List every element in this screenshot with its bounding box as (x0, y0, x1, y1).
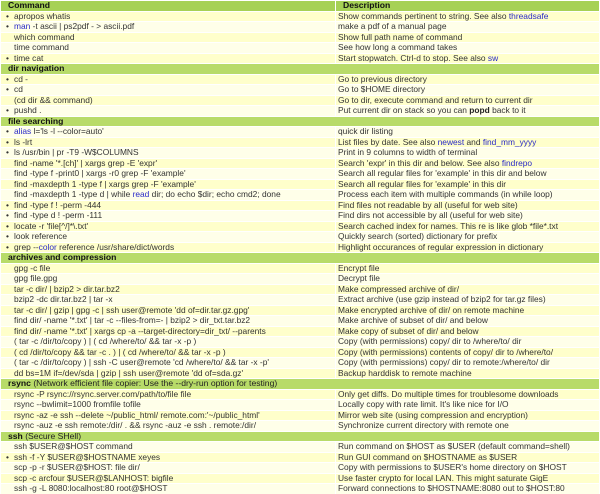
column-header-command: Command (1, 1, 335, 11)
table-row (1, 148, 599, 158)
description-cell: See how long a command takes (336, 43, 599, 53)
table-row (1, 442, 599, 452)
section-title: file searching (8, 116, 64, 126)
link-color[interactable]: color (38, 242, 57, 252)
command-cell: gpg -c file (1, 264, 335, 274)
table-row (1, 421, 599, 431)
description-cell: Mirror web site (using compression and encryption) (336, 411, 599, 421)
bullet-icon: • (6, 452, 9, 462)
section-subtitle: (Network efficient file copier: Use the --dry-run option for testing) (30, 379, 278, 388)
command-cell: • look reference (1, 232, 335, 242)
table-row (1, 369, 599, 379)
description-cell: Make copy of subset of dir/ and below (336, 327, 599, 337)
section-header-row (1, 253, 599, 263)
bullet-icon: • (6, 85, 9, 94)
command-cell: bzip2 -dc dir.tar.bz2 | tar -x (1, 295, 335, 305)
bullet-icon: • (6, 232, 9, 241)
link-sw[interactable]: sw (487, 53, 499, 63)
link-alias[interactable]: alias (14, 127, 32, 136)
command-cell: which command (1, 33, 335, 43)
table-row (1, 306, 599, 316)
command-cell: ssh -g -L 8080:localhost:80 root@$HOST (1, 484, 335, 494)
description-cell: Make archive of subset of dir/ and below (336, 316, 599, 326)
bold-text: popd (469, 106, 490, 115)
link-man[interactable]: man (14, 22, 31, 31)
description-cell: Backup harddisk to remote machine (336, 369, 599, 379)
command-cell: • grep --color reference /usr/share/dict/words (1, 243, 335, 253)
command-cell: find -name '*.[ch]' | xargs grep -E 'expr' (1, 159, 335, 169)
command-cell: • find -type d ! -perm -111 (1, 211, 335, 221)
command-cell: • apropos whatis (1, 12, 335, 22)
table-row (1, 190, 599, 200)
command-cell: ( tar -c /dir/to/copy ) | ssh -C user@remote 'cd /where/to/ && tar -x -p' (1, 358, 335, 368)
table-row (1, 201, 599, 211)
description-cell: Run GUI command on $HOSTNAME as $USER (336, 453, 599, 463)
description-cell: List files by date. See also newest and find_mm_yyyy (336, 138, 599, 148)
table-row (1, 295, 599, 305)
table-row (1, 358, 599, 368)
command-cell: gpg file.gpg (1, 274, 335, 284)
bullet-icon: • (6, 200, 9, 210)
section-header-rsync (1, 379, 599, 389)
description-cell: Go to dir, execute command and return to current dir (336, 96, 599, 106)
description-cell: Make compressed archive of dir/ (336, 285, 599, 295)
table-row (1, 169, 599, 179)
link-findrepo[interactable]: findrepo (501, 158, 533, 168)
description-cell: Forward connections to $HOSTNAME:8080 out to $HOST:80 (336, 484, 599, 494)
description-cell: Search all regular files for 'example' in this dir and below (336, 169, 599, 179)
link-read[interactable]: read (132, 190, 150, 199)
table-row (1, 316, 599, 326)
table-row (1, 453, 599, 463)
description-cell: make a pdf of a manual page (336, 22, 599, 32)
bullet-icon: • (6, 74, 9, 84)
command-cell: rsync -az -e ssh --delete ~/public_html/ remote.com:'~/public_html' (1, 411, 335, 421)
command-cell: • locate -r 'file[^/]*\.txt' (1, 222, 335, 232)
description-cell: Make encrypted archive of dir/ on remote machine (336, 306, 599, 316)
command-cell: • ssh -f -Y $USER@$HOSTNAME xeyes (1, 453, 335, 463)
description-cell: Run command on $HOST as $USER (default command=shell) (336, 442, 599, 452)
bullet-icon: • (6, 242, 9, 252)
command-cell: (cd dir && command) (1, 96, 335, 106)
table-row (1, 138, 599, 148)
table-row (1, 232, 599, 242)
table-row (1, 390, 599, 400)
column-header-description: Description (336, 1, 599, 11)
command-cell: ( tar -c /dir/to/copy ) | ( cd /where/to/ && tar -x -p ) (1, 337, 335, 347)
description-cell: Use faster crypto for local LAN. This might saturate GigE (336, 474, 599, 484)
description-cell: Highlight occurances of regular expression in dictionary (336, 243, 599, 253)
description-cell: Search 'expr' in this dir and below. See also findrepo (336, 159, 599, 169)
table-row (1, 348, 599, 358)
table-row (1, 211, 599, 221)
command-cell: dd bs=1M if=/dev/sda | gzip | ssh user@remote 'dd of=sda.gz' (1, 369, 335, 379)
description-cell: Show commands pertinent to string. See also threadsafe (336, 12, 599, 22)
table-row (1, 243, 599, 253)
table-row (1, 337, 599, 347)
section-header-file-searching (1, 117, 599, 127)
description-cell: quick dir listing (336, 127, 599, 137)
table-row (1, 463, 599, 473)
table-row (1, 22, 599, 32)
command-cell: • cd - (1, 75, 335, 85)
command-cell: rsync -auz -e ssh remote:/dir/ . && rsync -auz -e ssh . remote:/dir/ (1, 421, 335, 431)
table-row (1, 222, 599, 232)
description-cell: Put current dir on stack so you can popd back to it (336, 106, 599, 116)
command-cell: • ls -lrt (1, 138, 335, 148)
description-cell: Search all regular files for 'example' in this dir (336, 180, 599, 190)
description-cell: Show full path name of command (336, 33, 599, 43)
description-cell: Start stopwatch. Ctrl-d to stop. See also sw (336, 54, 599, 64)
command-cell: find -type f -print0 | xargs -r0 grep -F 'example' (1, 169, 335, 179)
table-row (1, 484, 599, 494)
table-row (1, 43, 599, 53)
command-cell: find -maxdepth 1 -type d | while read dir; do echo $dir; echo cmd2; done (1, 190, 335, 200)
command-cell: ssh $USER@$HOST command (1, 442, 335, 452)
description-cell: Copy (with permissions) contents of copy/ dir to /where/to/ (336, 348, 599, 358)
bullet-icon: • (6, 53, 9, 63)
table-row (1, 54, 599, 64)
table-row (1, 127, 599, 137)
table-row (1, 274, 599, 284)
command-cell: • find -type f ! -perm -444 (1, 201, 335, 211)
section-header-ssh (1, 432, 599, 442)
table-row (1, 106, 599, 116)
table-row (1, 285, 599, 295)
command-cell: ( cd /dir/to/copy && tar -c . ) | ( cd /where/to/ && tar -x -p ) (1, 348, 335, 358)
table-row (1, 474, 599, 484)
table-row (1, 159, 599, 169)
table-row (1, 180, 599, 190)
command-cell: tar -c dir/ | bzip2 > dir.tar.bz2 (1, 285, 335, 295)
description-cell: Quickly search (sorted) dictionary for prefix (336, 232, 599, 242)
section-header-row (1, 117, 599, 127)
table-row (1, 96, 599, 106)
table-row (1, 264, 599, 274)
description-cell: Synchronize current directory with remote one (336, 421, 599, 431)
section-title: ssh (8, 431, 23, 441)
bullet-icon: • (6, 106, 9, 115)
section-header-dir-navigation (1, 64, 599, 74)
description-cell: Only get diffs. Do multiple times for troublesome downloads (336, 390, 599, 400)
command-cell: • cd (1, 85, 335, 95)
description-cell: Copy (with permissions) copy/ dir to /where/to/ dir (336, 337, 599, 347)
command-cell: scp -c arcfour $USER@$LANHOST: bigfile (1, 474, 335, 484)
section-header-archives-and-compression (1, 253, 599, 263)
description-cell: Decrypt file (336, 274, 599, 284)
section-title: rsync (8, 379, 31, 388)
table-row (1, 400, 599, 410)
command-cell: find dir/ -name '*.txt' | tar -c --files-from=- | bzip2 > dir_txt.tar.bz2 (1, 316, 335, 326)
bullet-icon: • (6, 11, 9, 21)
command-cell: • ls /usr/bin | pr -T9 -W$COLUMNS (1, 148, 335, 158)
bullet-icon: • (6, 137, 9, 147)
command-cell: time command (1, 43, 335, 53)
link-threadsafe[interactable]: threadsafe (508, 11, 549, 21)
section-header-row (1, 64, 599, 74)
table-row (1, 12, 599, 22)
description-cell: Go to $HOME directory (336, 85, 599, 95)
section-header-row (1, 432, 599, 442)
bullet-icon: • (6, 221, 9, 231)
command-cell: • time cat (1, 54, 335, 64)
command-cell: tar -c dir/ | gzip | gpg -c | ssh user@remote 'dd of=dir.tar.gz.gpg' (1, 306, 335, 316)
link-find_mm_yyyy[interactable]: find_mm_yyyy (482, 137, 537, 147)
table-row (1, 411, 599, 421)
table-row (1, 327, 599, 337)
section-subtitle: (Secure SHell) (22, 431, 82, 441)
section-title: dir navigation (8, 64, 65, 73)
table-row (1, 33, 599, 43)
link-newest[interactable]: newest (437, 137, 465, 147)
description-cell: Process each item with multiple commands (in while loop) (336, 190, 599, 200)
section-header-row (1, 379, 599, 389)
description-cell: Find dirs not accessible by all (useful for web site) (336, 211, 599, 221)
command-cell: scp -p -r $USER@$HOST: file dir/ (1, 463, 335, 473)
table-row (1, 75, 599, 85)
description-cell: Extract archive (use gzip instead of bzip2 for tar.gz files) (336, 295, 599, 305)
command-cell: find -maxdepth 1 -type f | xargs grep -F 'example' (1, 180, 335, 190)
column-header-row (1, 1, 599, 11)
bullet-icon: • (6, 22, 9, 31)
command-cell: • pushd . (1, 106, 335, 116)
command-cell: rsync -P rsync://rsync.server.com/path/to/file file (1, 390, 335, 400)
description-cell: Search cached index for names. This re is like glob *file*.txt (336, 222, 599, 232)
description-cell: Go to previous directory (336, 75, 599, 85)
command-cell: find dir/ -name '*.txt' | xargs cp -a --target-directory=dir_txt/ --parents (1, 327, 335, 337)
description-cell: Encrypt file (336, 264, 599, 274)
description-cell: Copy (with permissions) copy/ dir to remote:/where/to/ dir (336, 358, 599, 368)
command-cell: rsync --bwlimit=1000 fromfile tofile (1, 400, 335, 410)
section-title: archives and compression (8, 253, 117, 262)
bullet-icon: • (6, 127, 9, 136)
bullet-icon: • (6, 211, 9, 220)
command-cell: • alias l='ls -l --color=auto' (1, 127, 335, 137)
description-cell: Copy with permissions to $USER's home directory on $HOST (336, 463, 599, 473)
description-cell: Print in 9 columns to width of terminal (336, 148, 599, 158)
bullet-icon: • (6, 148, 9, 157)
description-cell: Locally copy with rate limit. It's like nice for I/O (336, 400, 599, 410)
table-row (1, 85, 599, 95)
description-cell: Find files not readable by all (useful for web site) (336, 201, 599, 211)
command-cell: • man -t ascii | ps2pdf - > ascii.pdf (1, 22, 335, 32)
